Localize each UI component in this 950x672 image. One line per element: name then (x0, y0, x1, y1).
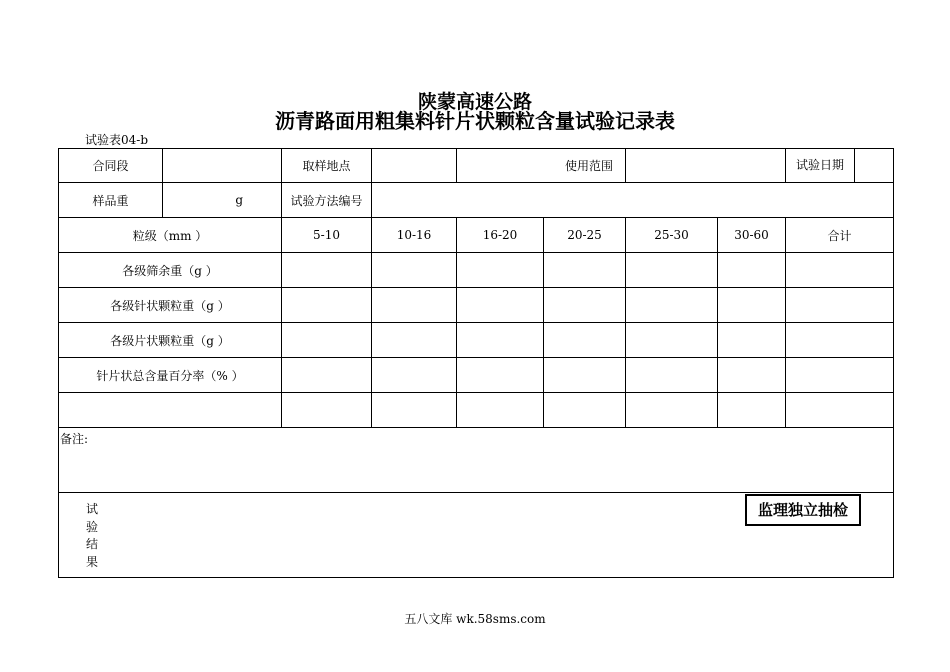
result-row (59, 493, 894, 578)
data-cell[interactable] (282, 358, 372, 393)
footer-watermark: 五八文库 wk.58sms.com (404, 612, 546, 626)
data-cell[interactable] (457, 393, 544, 428)
data-cell[interactable] (544, 288, 626, 323)
table-row (59, 323, 894, 358)
form-number: 试验表04-b (85, 133, 149, 147)
data-cell[interactable] (457, 358, 544, 393)
usage-range-value[interactable] (626, 149, 786, 183)
data-cell[interactable] (544, 393, 626, 428)
size-range: 16-20 (457, 218, 544, 253)
size-range: 20-25 (544, 218, 626, 253)
info-row-2 (59, 183, 894, 218)
size-label: 粒级（mm ） (59, 218, 282, 253)
sample-weight-unit[interactable]: g (163, 183, 282, 218)
row-label: 各级片状颗粒重（g ） (59, 323, 282, 358)
size-range: 10-16 (372, 218, 457, 253)
data-cell[interactable] (372, 393, 457, 428)
data-cell[interactable] (457, 253, 544, 288)
data-cell[interactable] (626, 323, 718, 358)
data-cell[interactable] (372, 323, 457, 358)
data-cell[interactable] (718, 358, 786, 393)
data-cell[interactable] (544, 323, 626, 358)
data-cell[interactable] (544, 358, 626, 393)
title-project: 陕蒙高速公路 (417, 91, 532, 113)
info-row-1 (59, 149, 894, 183)
test-date-cell (786, 149, 894, 183)
data-cell[interactable] (282, 288, 372, 323)
data-cell[interactable] (718, 253, 786, 288)
data-cell[interactable] (544, 253, 626, 288)
contract-value[interactable] (163, 149, 282, 183)
method-code-label: 试验方法编号 (282, 183, 372, 218)
test-date-label: 试验日期 (786, 149, 855, 182)
row-label: 针片状总含量百分率（% ） (59, 358, 282, 393)
size-header-row (59, 218, 894, 253)
data-cell[interactable] (626, 393, 718, 428)
data-cell[interactable] (786, 323, 894, 358)
data-cell[interactable] (457, 288, 544, 323)
result-label: 试验结果 (85, 502, 98, 569)
size-range: 5-10 (282, 218, 372, 253)
total-label: 合计 (786, 218, 894, 253)
data-cell[interactable] (372, 288, 457, 323)
method-code-value[interactable] (372, 183, 894, 218)
table-row (59, 358, 894, 393)
data-cell[interactable] (786, 288, 894, 323)
data-cell[interactable] (372, 358, 457, 393)
data-cell[interactable] (457, 323, 544, 358)
remarks-row (59, 428, 894, 493)
data-cell[interactable] (718, 393, 786, 428)
sampling-site-value[interactable] (372, 149, 457, 183)
data-cell[interactable] (626, 253, 718, 288)
data-cell[interactable] (718, 288, 786, 323)
data-cell[interactable] (626, 358, 718, 393)
row-label: 各级针状颗粒重（g ） (59, 288, 282, 323)
data-cell[interactable] (626, 288, 718, 323)
remarks-label: 备注: (60, 432, 89, 446)
data-cell[interactable] (372, 253, 457, 288)
row-label: 各级筛余重（g ） (59, 253, 282, 288)
table-row (59, 393, 894, 428)
data-cell[interactable] (786, 393, 894, 428)
size-range: 25-30 (626, 218, 718, 253)
data-cell[interactable] (786, 358, 894, 393)
test-date-value[interactable] (855, 149, 893, 182)
size-range: 30-60 (718, 218, 786, 253)
sampling-site-label: 取样地点 (282, 149, 372, 183)
data-cell[interactable] (786, 253, 894, 288)
contract-label: 合同段 (59, 149, 163, 183)
title-form: 沥青路面用粗集料针片状颗粒含量试验记录表 (275, 109, 675, 133)
data-cell[interactable] (282, 253, 372, 288)
data-cell[interactable] (282, 323, 372, 358)
row-label[interactable] (59, 393, 282, 428)
result-cell[interactable] (59, 493, 894, 578)
sample-weight-label: 样品重 (59, 183, 163, 218)
data-cell[interactable] (282, 393, 372, 428)
table-row (59, 253, 894, 288)
supervision-stamp: 监理独立抽检 (745, 494, 861, 526)
usage-range-label: 使用范围 (457, 149, 626, 183)
table-row (59, 288, 894, 323)
record-table (58, 148, 894, 578)
remarks-cell[interactable] (59, 428, 894, 493)
data-cell[interactable] (718, 323, 786, 358)
